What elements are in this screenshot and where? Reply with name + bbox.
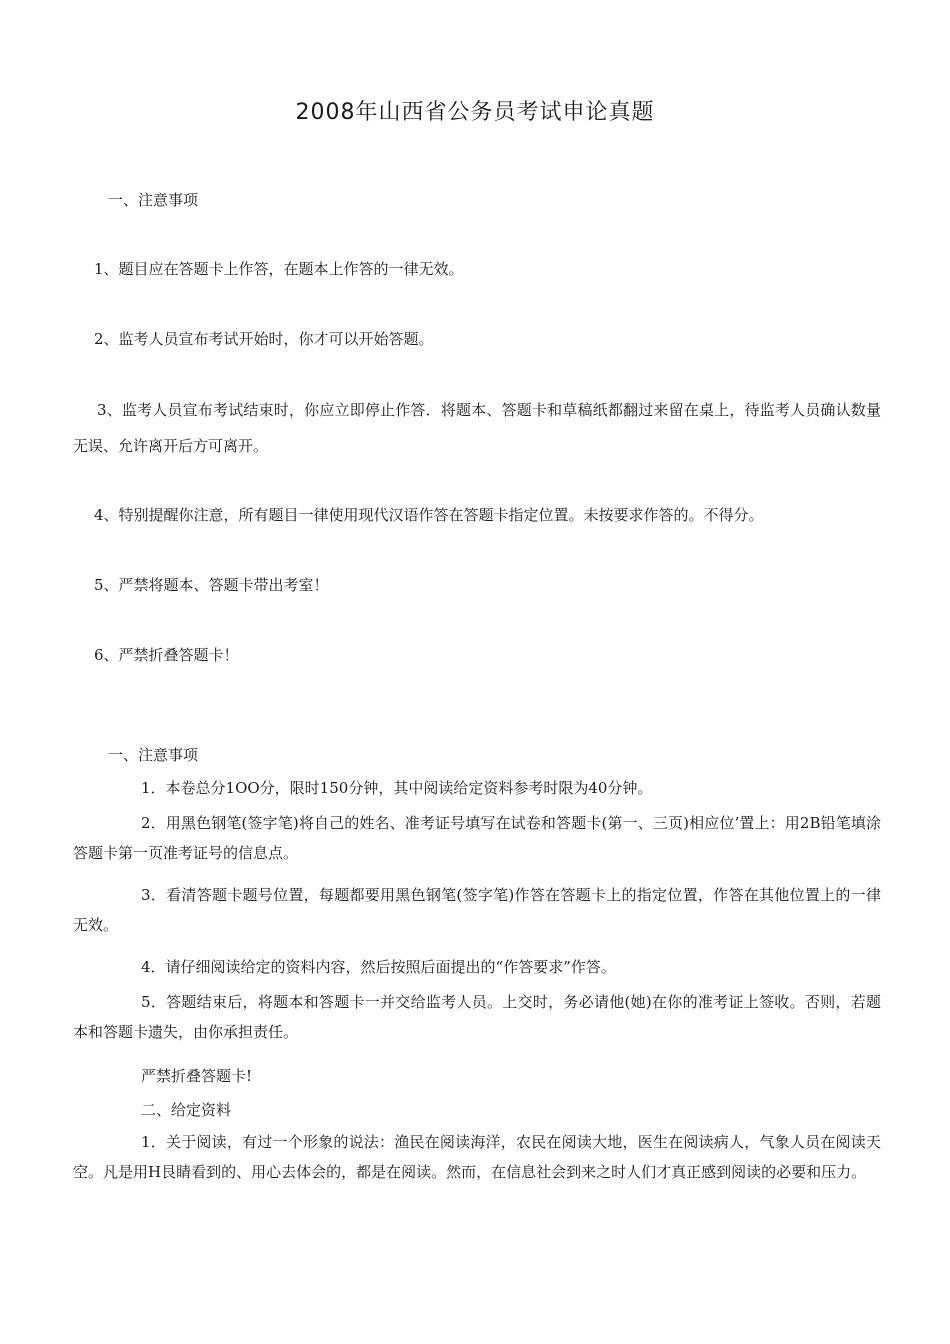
notice-item-5: 5、严禁将题本、答题卡带出考室！ — [94, 576, 329, 594]
notice-item-2: 2、监考人员宣布考试开始时，你才可以开始答题。 — [94, 330, 434, 348]
material-paragraph-1: 1．关于阅读，有过一个形象的说法：渔民在阅读海洋，农民在阅读大地，医生在阅读病人，气象人员在阅读天空。凡是用H艮睛看到的、用心去体会的，都是在阅读。然而，在信息社会到来之时人们才真正感到阅读的必要和压力。 — [73, 1133, 881, 1181]
instruction-item-4: 4．请仔细阅读给定的资料内容，然后按照后面提出的“作答要求”作答。 — [141, 958, 616, 976]
warning-text: 严禁折叠答题卡! — [141, 1067, 253, 1085]
instruction-item-3: 3．看清答题卡题号位置，每题都要用黑色钢笔(签字笔)作答在答题卡上的指定位置，作答在其他位置上的一律无效。 — [73, 886, 881, 934]
section-heading-notes-2: 一、注意事项 — [108, 746, 199, 764]
instruction-item-2: 2．用黑色钢笔(签字笔)将自己的姓名、准考证号填写在试卷和答题卡(第一、三页)相应位’置上：用2B铅笔填涂答题卡第一页准考证号的信息点。 — [73, 814, 881, 862]
notice-item-1: 1、题目应在答题卡上作答，在题本上作答的一律无效。 — [94, 260, 464, 278]
section-heading-notes: 一、注意事项 — [108, 191, 199, 209]
notice-item-6: 6、严禁折叠答题卡！ — [94, 646, 239, 664]
materials-heading: 二、给定资料 — [141, 1101, 232, 1119]
document-title: 2008年山西省公务员考试申论真题 — [295, 100, 655, 125]
notice-item-4: 4、特别提醒你注意，所有题目一律使用现代汉语作答在答题卡指定位置。未按要求作答的。不得分。 — [94, 506, 764, 524]
notice-item-3: 3、监考人员宣布考试结束时，你应立即停止作答．将题本、答题卡和草稿纸都翻过来留在桌上，待监考人员确认数量无误、允许离开后方可离开。 — [73, 401, 881, 455]
instruction-item-1: 1．本卷总分1OO分，限时150分钟，其中阅读给定资料参考时限为40分钟。 — [141, 779, 653, 797]
instruction-item-5: 5．答题结束后，将题本和答题卡一并交给监考人员。上交时，务必请他(她)在你的准考证上签收。否则，若题本和答题卡遗失，由你承担责任。 — [73, 993, 881, 1041]
